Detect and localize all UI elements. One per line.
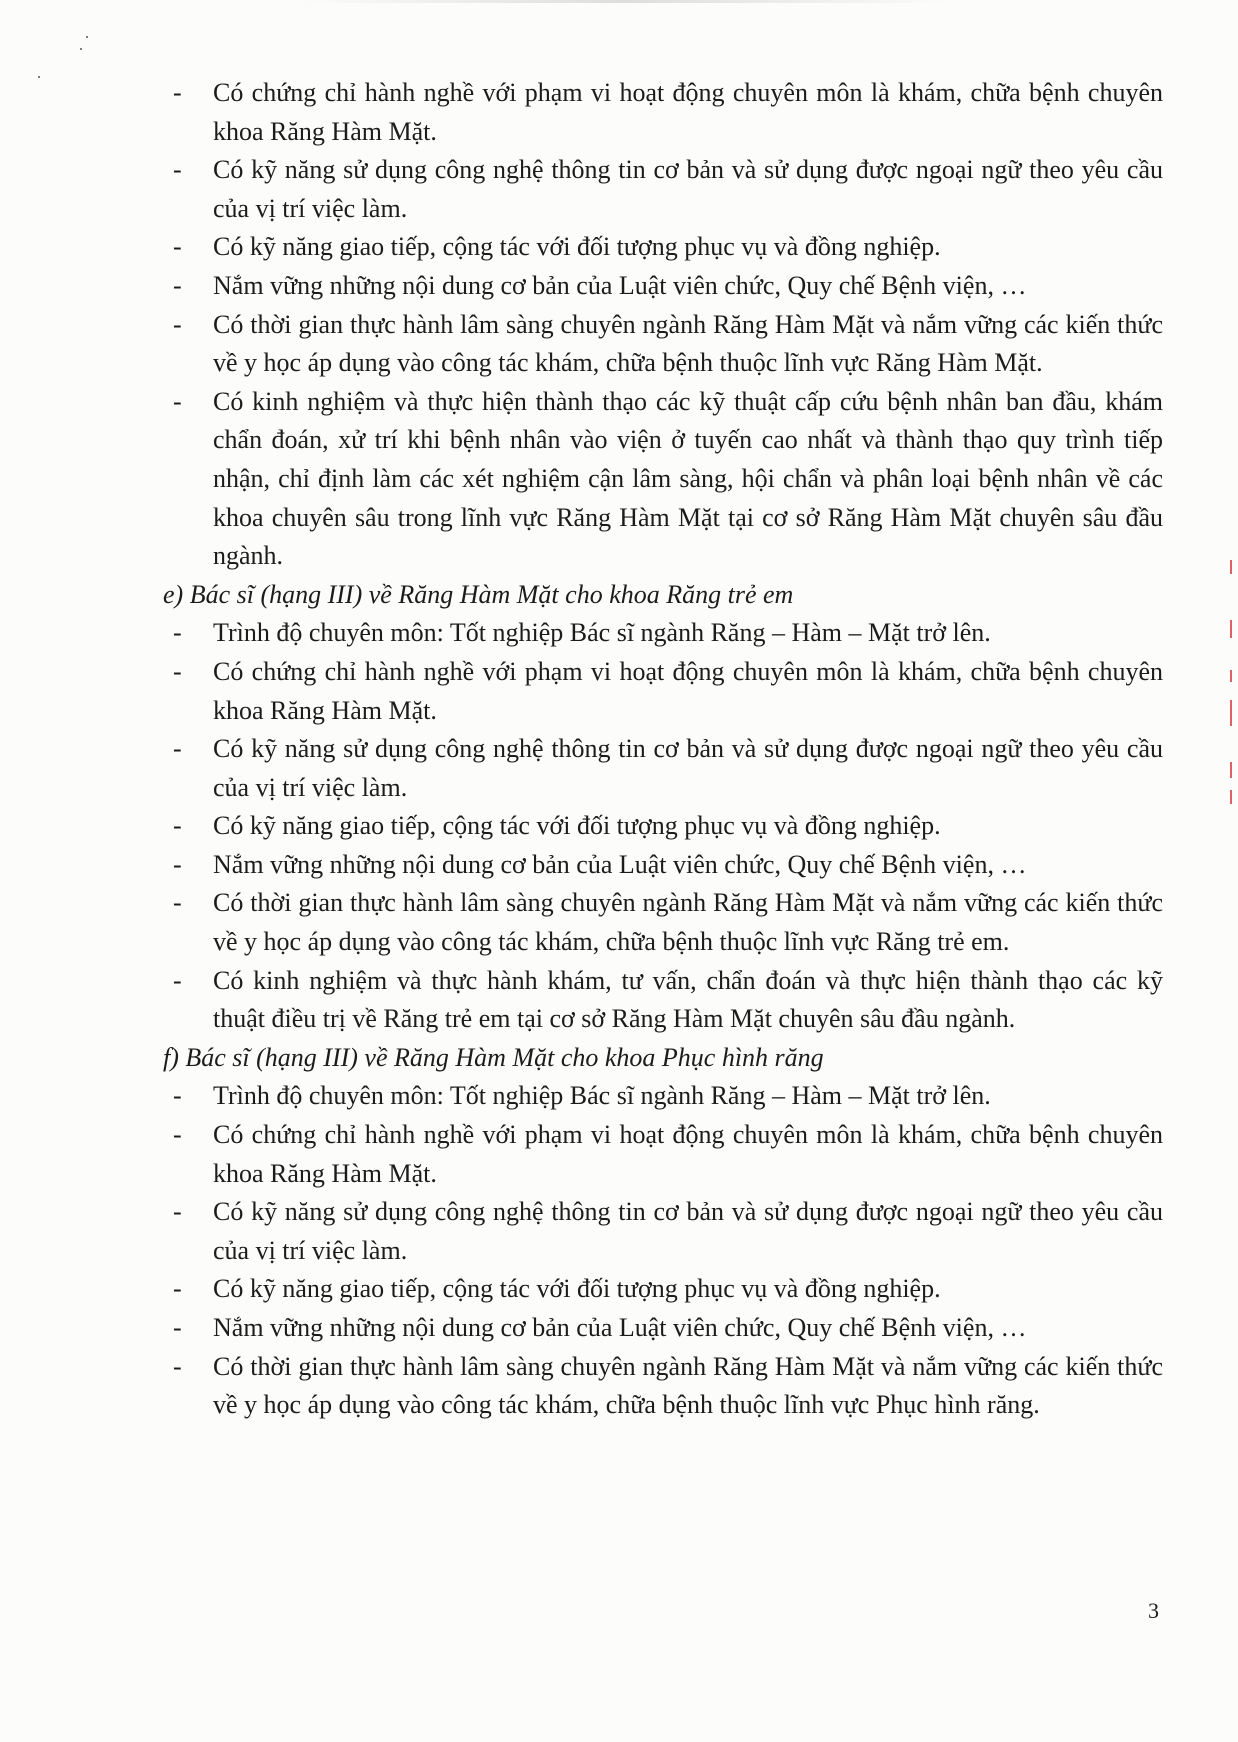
bullet-dash: - — [173, 656, 182, 686]
bullet-dash: - — [173, 1197, 182, 1227]
list-item — [163, 306, 1163, 383]
list-item — [163, 228, 1163, 267]
list-item-text: Có kỹ năng giao tiếp, cộng tác với đối tượng phục vụ và đồng nghiệp. — [213, 232, 941, 262]
margin-stamp-mark — [1230, 620, 1232, 638]
margin-stamp-mark — [1230, 700, 1232, 726]
list-item — [163, 74, 1163, 151]
list-item-text: Có kinh nghiệm và thực hành khám, tư vấn, chẩn đoán và thực hiện thành thạo các kỹ thuật điều trị về Răng trẻ em tại cơ sở Răng Hàm Mặt chuyên sâu đầu ngành. — [213, 965, 1163, 1034]
bullet-dash: - — [173, 78, 182, 107]
list-item-text: Có kỹ năng sử dụng công nghệ thông tin cơ bản và sử dụng được ngoại ngữ theo yêu cầu của vị trí việc làm. — [213, 1197, 1163, 1265]
list-item — [163, 1348, 1163, 1425]
margin-stamp-mark — [1230, 670, 1232, 682]
bullet-dash: - — [173, 888, 182, 918]
list-item — [163, 807, 1163, 846]
list-item-text: Nắm vững những nội dung cơ bản của Luật viên chức, Quy chế Bệnh viện, … — [213, 849, 1027, 879]
list-item — [163, 962, 1163, 1039]
bullet-dash: - — [173, 1351, 182, 1381]
list-item-text: Có chứng chỉ hành nghề với phạm vi hoạt động chuyên môn là khám, chữa bệnh chuyên khoa Răng Hàm Mặt. — [213, 656, 1163, 725]
list-item-text: Có kỹ năng sử dụng công nghệ thông tin cơ bản và sử dụng được ngoại ngữ theo yêu cầu của vị trí việc làm. — [213, 734, 1163, 802]
list-item — [163, 846, 1163, 885]
list-item — [163, 1077, 1163, 1116]
document-body — [163, 74, 1163, 1425]
scan-speck — [86, 36, 88, 38]
scan-speck — [80, 48, 82, 50]
list-item-text: Có kinh nghiệm và thực hiện thành thạo các kỹ thuật cấp cứu bệnh nhân ban đầu, khám chẩn đoán, xử trí khi bệnh nhân vào viện ở tuyến cao nhất và thành thạo quy trình tiếp nhận, chỉ định làm các xét nghiệm cận lâm sàng, hội chẩn và phân loại bệnh nhân về các khoa chuyên sâu trong lĩnh vực Răng Hàm Mặt tại cơ sở Răng Hàm Mặt chuyên sâu đầu ngành. — [213, 386, 1163, 571]
list-item-text: Nắm vững những nội dung cơ bản của Luật viên chức, Quy chế Bệnh viện, … — [213, 1313, 1027, 1342]
margin-stamp-mark — [1230, 560, 1232, 574]
list-item — [163, 151, 1163, 228]
list-item — [163, 884, 1163, 961]
section-heading-f: f) Bác sĩ (hạng III) về Răng Hàm Mặt cho khoa Phục hình răng — [163, 1042, 824, 1072]
bullet-dash: - — [173, 1274, 182, 1304]
list-item — [163, 267, 1163, 306]
bullet-dash: - — [173, 1313, 182, 1342]
scan-speck — [38, 76, 40, 78]
list-item — [163, 1270, 1163, 1309]
list-item-text: Có chứng chỉ hành nghề với phạm vi hoạt động chuyên môn là khám, chữa bệnh chuyên khoa Răng Hàm Mặt. — [213, 78, 1163, 146]
list-item-text: Trình độ chuyên môn: Tốt nghiệp Bác sĩ ngành Răng – Hàm – Mặt trở lên. — [213, 1081, 991, 1111]
list-item-text: Có kỹ năng giao tiếp, cộng tác với đối tượng phục vụ và đồng nghiệp. — [213, 811, 941, 841]
margin-stamp-mark — [1230, 762, 1232, 778]
bullet-dash: - — [173, 849, 182, 879]
list-item — [163, 653, 1163, 730]
scan-shadow — [300, 0, 950, 3]
list-item-text: Nắm vững những nội dung cơ bản của Luật viên chức, Quy chế Bệnh viện, … — [213, 270, 1027, 300]
bullet-dash: - — [173, 155, 182, 185]
list-item-text: Có chứng chỉ hành nghề với phạm vi hoạt động chuyên môn là khám, chữa bệnh chuyên khoa Răng Hàm Mặt. — [213, 1120, 1163, 1188]
page-number: 3 — [1148, 1598, 1159, 1623]
list-item-text: Trình độ chuyên môn: Tốt nghiệp Bác sĩ ngành Răng – Hàm – Mặt trở lên. — [213, 618, 991, 648]
list-item — [163, 614, 1163, 653]
list-item — [163, 1116, 1163, 1193]
margin-stamp-mark — [1230, 790, 1232, 804]
list-item-text: Có kỹ năng giao tiếp, cộng tác với đối tượng phục vụ và đồng nghiệp. — [213, 1274, 941, 1304]
bullet-dash: - — [173, 965, 182, 995]
bullet-dash: - — [173, 309, 182, 339]
bullet-dash: - — [173, 1120, 182, 1150]
list-item-text: Có thời gian thực hành lâm sàng chuyên ngành Răng Hàm Mặt và nắm vững các kiến thức về y học áp dụng vào công tác khám, chữa bệnh thuộc lĩnh vực Răng Hàm Mặt. — [213, 309, 1163, 378]
bullet-dash: - — [173, 232, 182, 262]
list-item — [163, 730, 1163, 807]
list-item — [163, 383, 1163, 576]
list-item-text: Có thời gian thực hành lâm sàng chuyên ngành Răng Hàm Mặt và nắm vững các kiến thức về y học áp dụng vào công tác khám, chữa bệnh thuộc lĩnh vực Phục hình răng. — [213, 1351, 1163, 1420]
list-item-text: Có kỹ năng sử dụng công nghệ thông tin cơ bản và sử dụng được ngoại ngữ theo yêu cầu của vị trí việc làm. — [213, 155, 1163, 223]
bullet-dash: - — [173, 618, 182, 648]
list-item — [163, 1193, 1163, 1270]
bullet-dash: - — [173, 811, 182, 841]
list-item — [163, 1309, 1163, 1348]
bullet-dash: - — [173, 386, 182, 416]
section-heading-e: e) Bác sĩ (hạng III) về Răng Hàm Mặt cho khoa Răng trẻ em — [163, 579, 794, 609]
list-item-text: Có thời gian thực hành lâm sàng chuyên ngành Răng Hàm Mặt và nắm vững các kiến thức về y học áp dụng vào công tác khám, chữa bệnh thuộc lĩnh vực Răng trẻ em. — [213, 888, 1163, 957]
bullet-dash: - — [173, 270, 182, 300]
bullet-dash: - — [173, 1081, 182, 1111]
bullet-dash: - — [173, 734, 182, 764]
